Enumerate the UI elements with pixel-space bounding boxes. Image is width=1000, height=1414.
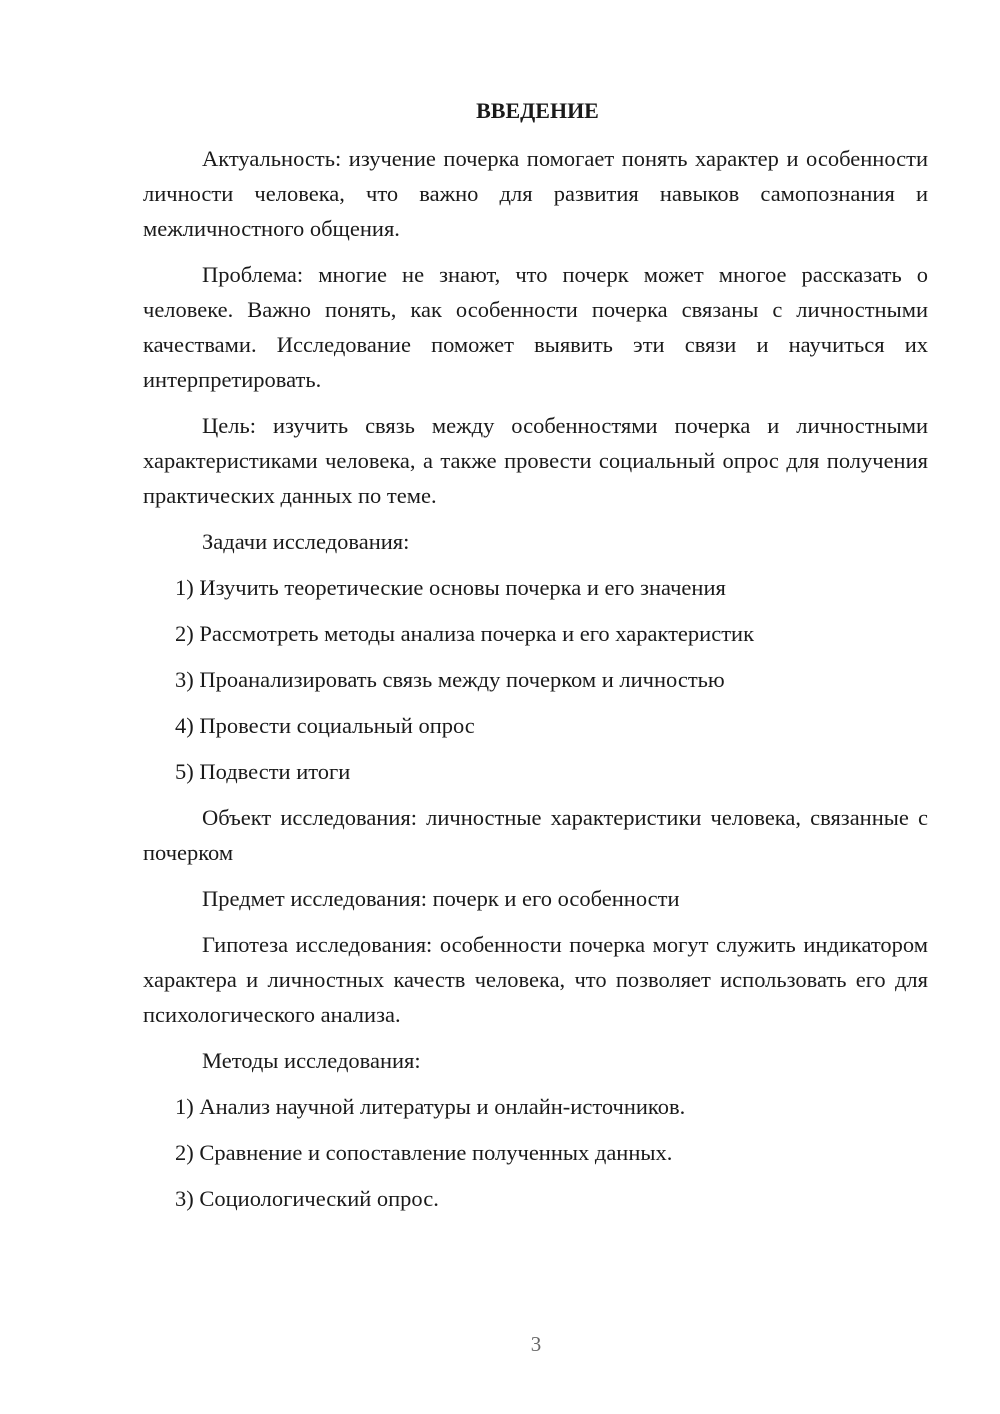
list-item: 1) Анализ научной литературы и онлайн-источников. bbox=[175, 1094, 686, 1119]
list-item: 3) Социологический опрос. bbox=[175, 1186, 439, 1211]
document-body bbox=[143, 96, 928, 1227]
page-number: 3 bbox=[530, 1332, 542, 1356]
list-item: 4) Провести социальный опрос bbox=[175, 713, 475, 738]
section-title: ВВЕДЕНИЕ bbox=[476, 98, 599, 123]
methods-list bbox=[143, 1089, 928, 1216]
list-item: 5) Подвести итоги bbox=[175, 759, 351, 784]
methods-heading: Методы исследования: bbox=[202, 1048, 421, 1073]
tasks-list bbox=[143, 570, 928, 789]
list-item: 3) Проанализировать связь между почерком и личностью bbox=[175, 667, 725, 692]
paragraph-object: Объект исследования: личностные характеристики человека, связанные с почерком bbox=[143, 805, 928, 865]
paragraph-problem: Проблема: многие не знают, что почерк может многое рассказать о человеке. Важно понять, как особенности почерка связаны с личностными качествами. Исследование поможет выявить эти связи и научиться их интерпретировать. bbox=[143, 262, 928, 392]
tasks-heading: Задачи исследования: bbox=[202, 529, 410, 554]
paragraph-goal: Цель: изучить связь между особенностями почерка и личностными характеристиками человека, а также провести социальный опрос для получения практических данных по теме. bbox=[143, 413, 928, 508]
paragraph-subject: Предмет исследования: почерк и его особенности bbox=[202, 886, 680, 911]
paragraph-hypothesis: Гипотеза исследования: особенности почерка могут служить индикатором характера и личностных качеств человека, что позволяет использовать его для психологического анализа. bbox=[143, 932, 928, 1027]
list-item: 1) Изучить теоретические основы почерка и его значения bbox=[175, 575, 726, 600]
list-item: 2) Сравнение и сопоставление полученных данных. bbox=[175, 1140, 673, 1165]
paragraph-relevance: Актуальность: изучение почерка помогает понять характер и особенности личности человека, что важно для развития навыков самопознания и межличностного общения. bbox=[143, 146, 928, 241]
list-item: 2) Рассмотреть методы анализа почерка и его характеристик bbox=[175, 621, 755, 646]
